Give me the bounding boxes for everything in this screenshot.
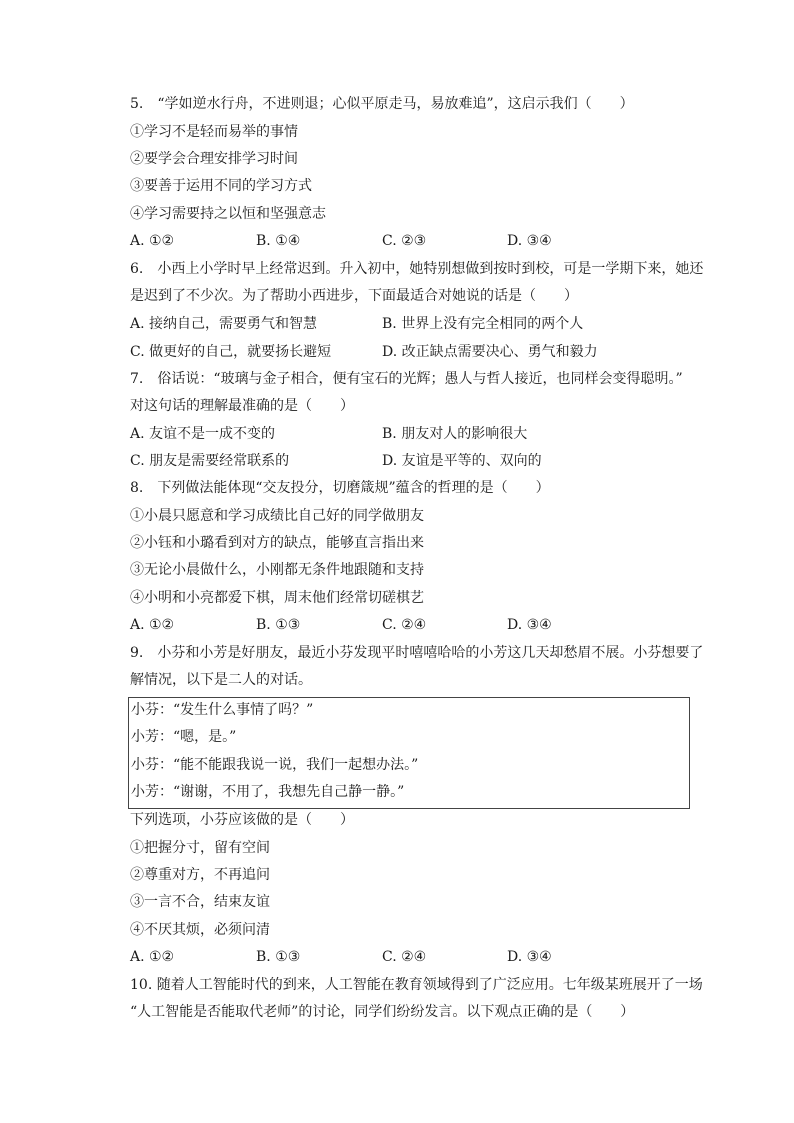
q9-dialogue-line-2: 小芳：“嗯，是。” (131, 729, 237, 745)
q8-option-a: A. ①② (130, 617, 175, 633)
q9-option-c: C. ②④ (382, 949, 427, 965)
q9-dialogue-box (128, 697, 690, 809)
q6-stem-line-1: 6. 小西上小学时早上经常迟到。升入初中，她特别想做到按时到校，可是一学期下来，她还 (130, 261, 704, 277)
q8-item-2: ②小钰和小璐看到对方的缺点，能够直言指出来 (130, 535, 424, 551)
q5-option-a: A. ①② (130, 233, 175, 249)
q9-option-a: A. ①② (130, 949, 175, 965)
q9-dialogue-line-1: 小芬：“发生什么事情了吗？” (131, 702, 314, 718)
q7-option-d: D. 友谊是平等的、双向的 (382, 453, 542, 469)
q8-stem: 8. 下列做法能体现“交友投分，切磨箴规”蕴含的哲理的是（ ） (130, 480, 550, 496)
q7-options-row-1 (130, 424, 690, 444)
q7-stem-line-1: 7. 俗话说：“玻璃与金子相合，便有宝石的光辉；愚人与哲人接近，也同样会变得聪明。” (130, 371, 683, 387)
q9-item-4: ④不厌其烦，必须问清 (130, 922, 270, 938)
q9-question: 下列选项，小芬应该做的是（ ） (130, 812, 354, 828)
q6-options-row-2 (130, 342, 690, 362)
q5-item-2: ②要学会合理安排学习时间 (130, 151, 298, 167)
q7-option-c: C. 朋友是需要经常联系的 (130, 453, 290, 469)
q5-option-b: B. ①④ (256, 233, 301, 249)
q5-stem: 5. “学如逆水行舟，不进则退；心似平原走马，易放难追”，这启示我们（ ） (130, 96, 634, 112)
q7-stem-line-2: 对这句话的理解最准确的是（ ） (130, 398, 354, 414)
q5-item-3: ③要善于运用不同的学习方式 (130, 178, 312, 194)
q5-item-4: ④学习需要持之以恒和坚强意志 (130, 206, 326, 222)
q5-options (130, 231, 690, 251)
q9-option-b: B. ①③ (256, 949, 301, 965)
q10-stem-line-2: “人工智能是否能取代老师”的讨论，同学们纷纷发言。以下观点正确的是（ ） (130, 1004, 635, 1020)
q9-item-2: ②尊重对方，不再追问 (130, 867, 270, 883)
q8-item-3: ③无论小晨做什么，小刚都无条件地跟随和支持 (130, 562, 424, 578)
q6-options-row-1 (130, 314, 690, 334)
q10-stem-line-1: 10. 随着人工智能时代的到来，人工智能在教育领域得到了广泛应用。七年级某班展开了一场 (130, 977, 703, 993)
q9-option-d: D. ③④ (507, 949, 552, 965)
q8-item-1: ①小晨只愿意和学习成绩比自己好的同学做朋友 (130, 508, 424, 524)
q5-item-1: ①学习不是轻而易举的事情 (130, 124, 298, 140)
q9-stem-line-1: 9. 小芬和小芳是好朋友，最近小芬发现平时嘻嘻哈哈的小芳这几天却愁眉不展。小芬想要了 (130, 645, 704, 661)
q5-option-c: C. ②③ (382, 233, 427, 249)
q6-option-a: A. 接纳自己，需要勇气和智慧 (130, 316, 318, 332)
q6-option-c: C. 做更好的自己，就要扬长避短 (130, 344, 332, 360)
q6-option-d: D. 改正缺点需要决心、勇气和毅力 (382, 344, 598, 360)
q9-item-1: ①把握分寸，留有空间 (130, 840, 270, 856)
q8-options (130, 615, 690, 635)
q9-options (130, 947, 690, 967)
q9-item-3: ③一言不合，结束友谊 (130, 894, 270, 910)
q6-stem-line-2: 是迟到了不少次。为了帮助小西进步，下面最适合对她说的话是（ ） (130, 288, 578, 304)
q7-option-a: A. 友谊不是一成不变的 (130, 426, 276, 442)
q8-option-d: D. ③④ (507, 617, 552, 633)
q7-option-b: B. 朋友对人的影响很大 (382, 426, 528, 442)
q9-dialogue-line-3: 小芬：“能不能跟我说一说，我们一起想办法。” (131, 757, 419, 773)
q8-item-4: ④小明和小亮都爱下棋，周末他们经常切磋棋艺 (130, 590, 424, 606)
q9-stem-line-2: 解情况，以下是二人的对话。 (130, 672, 312, 688)
q7-options-row-2 (130, 451, 690, 471)
q9-dialogue-line-4: 小芳：“谢谢，不用了，我想先自己静一静。” (131, 784, 405, 800)
q6-option-b: B. 世界上没有完全相同的两个人 (382, 316, 584, 332)
q8-option-c: C. ②④ (382, 617, 427, 633)
q8-option-b: B. ①③ (256, 617, 301, 633)
q5-option-d: D. ③④ (507, 233, 552, 249)
